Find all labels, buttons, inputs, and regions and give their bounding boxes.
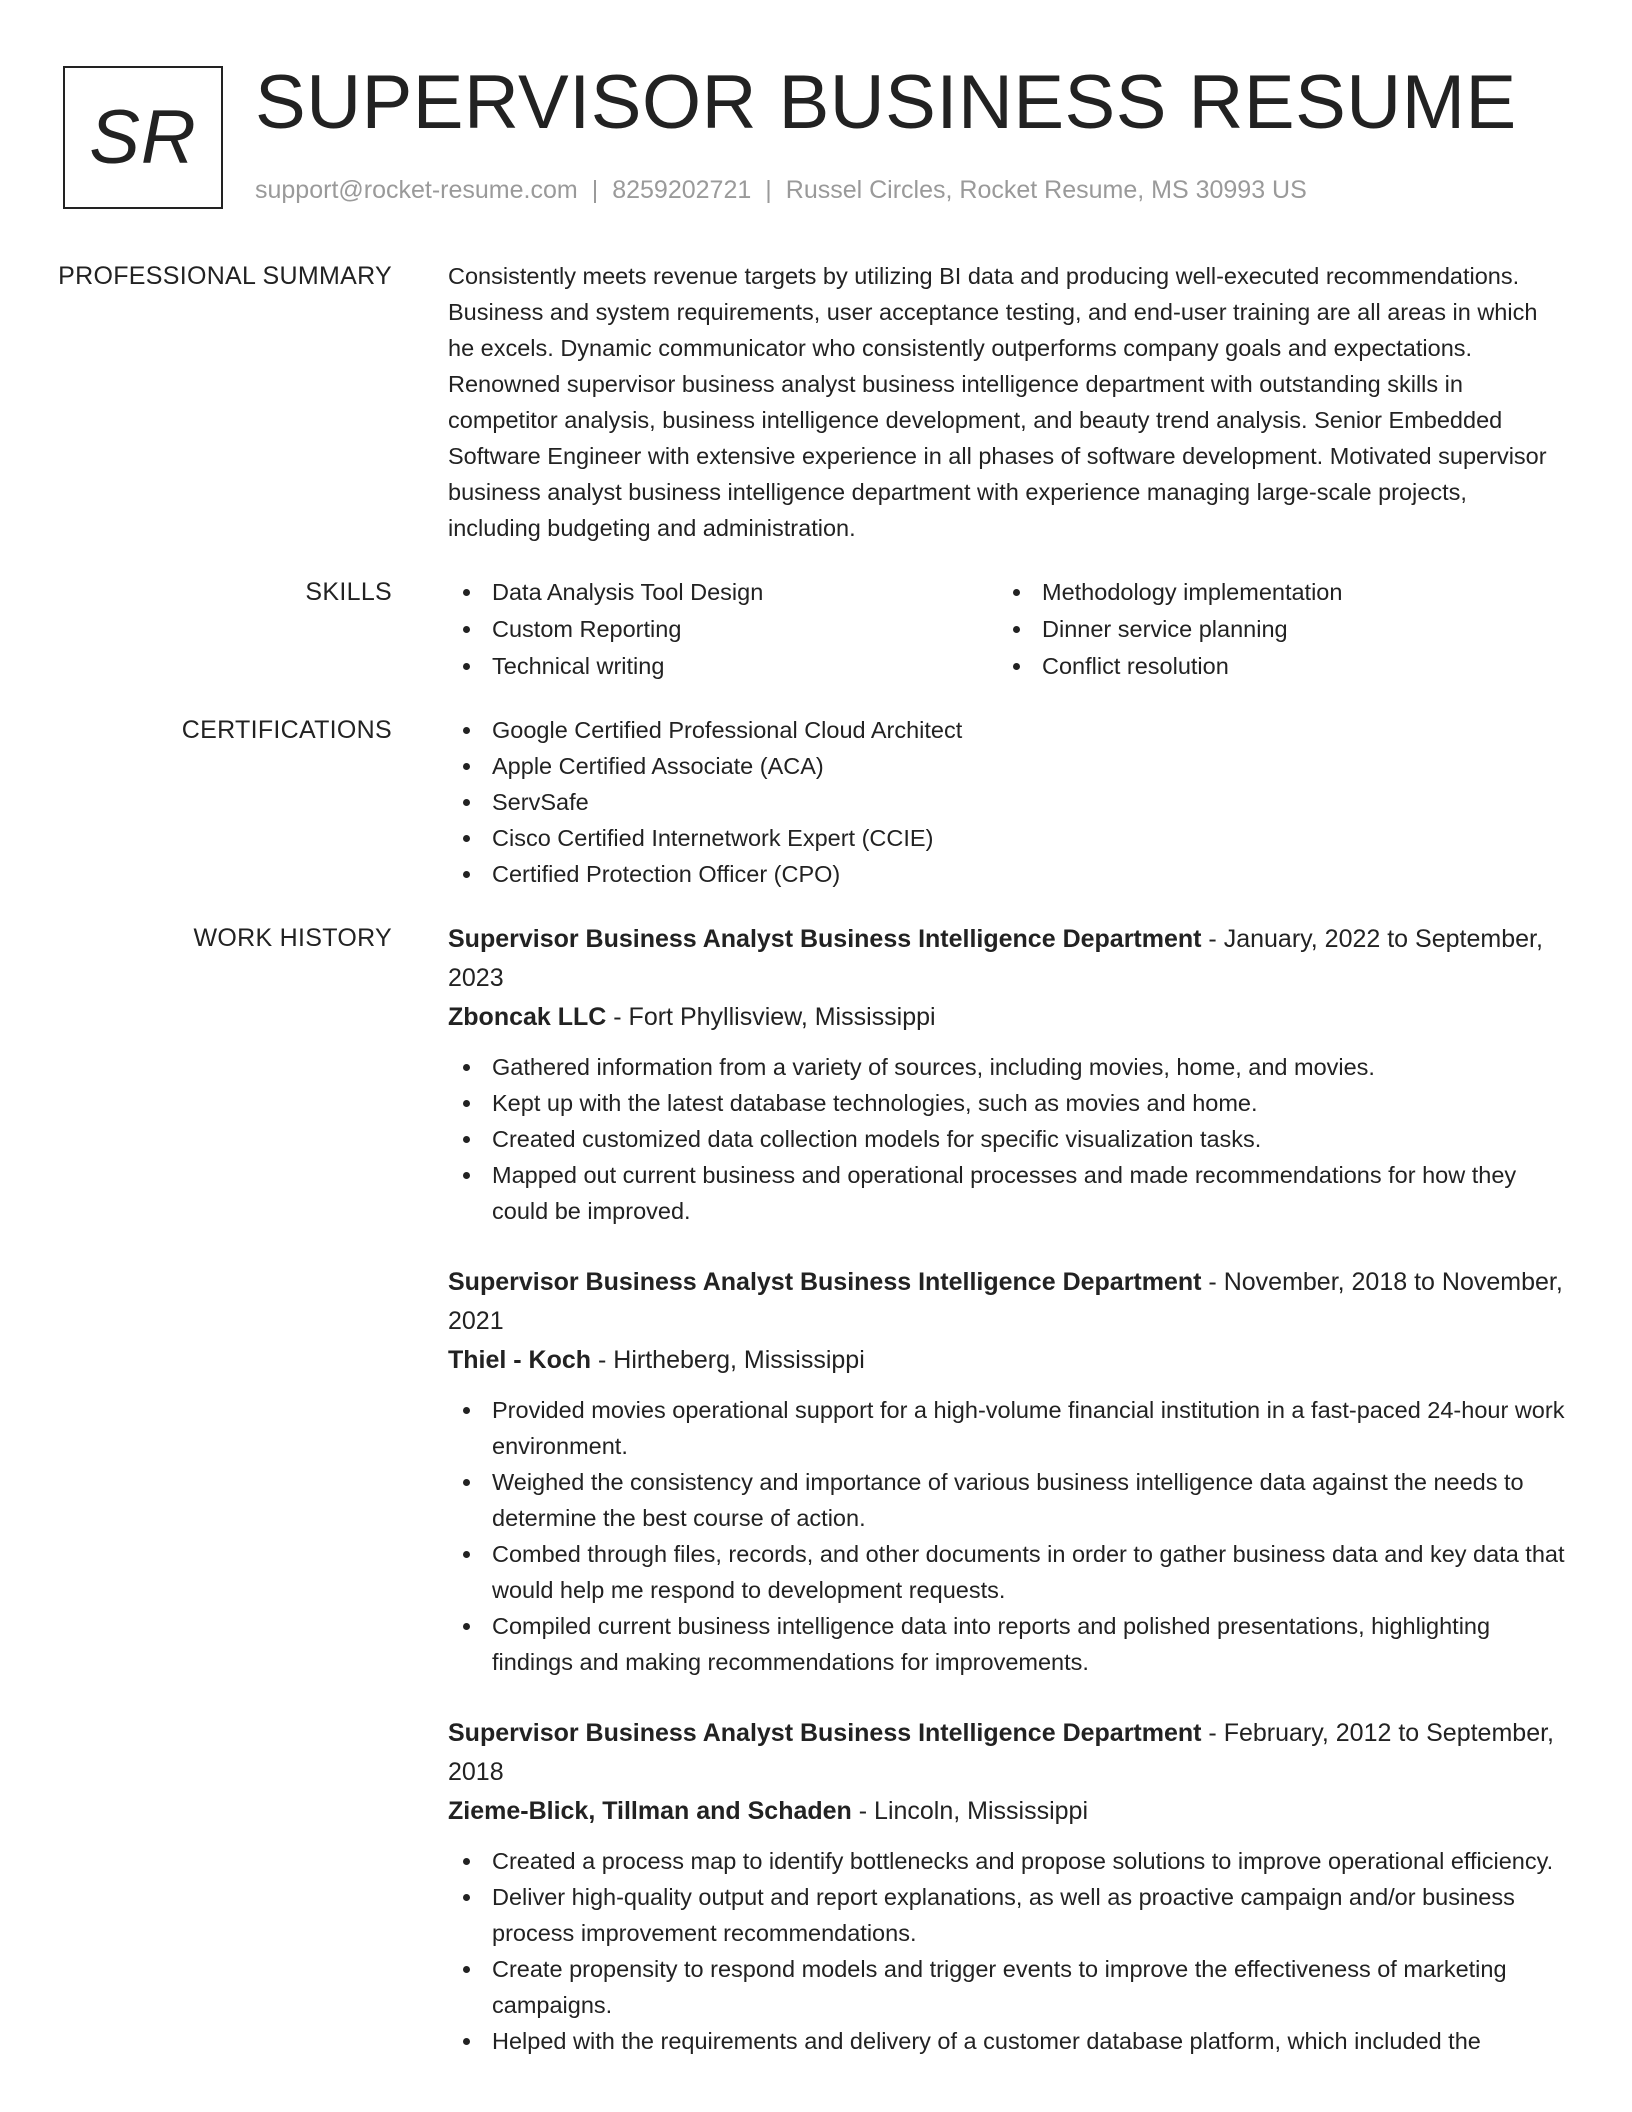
contact-phone: 8259202721 [612,176,752,204]
skill-item: Data Analysis Tool Design [448,574,998,610]
job-bullets [448,1392,1568,1680]
contact-email: support@rocket-resume.com [255,176,578,204]
job-company: Thiel - Koch [448,1346,592,1374]
job-bullet: Combed through files, records, and other documents in order to gather business data and key data that would help me respond to development requests. [448,1536,1568,1608]
section-label-skills: SKILLS [305,578,392,606]
job-bullet: Provided movies operational support for a high-volume financial institution in a fast-paced 24-hour work environment. [448,1392,1568,1464]
skill-item: Conflict resolution [998,648,1548,684]
section-label-work-history: WORK HISTORY [193,924,392,952]
job-bullets [448,1049,1568,1229]
certification-item: Cisco Certified Internetwork Expert (CCIE) [448,820,1568,856]
certifications-body [416,712,1568,892]
summary-body [416,258,1568,546]
work-history-section [0,920,1632,2093]
job-bullet: Gathered information from a variety of sources, including movies, home, and movies. [448,1049,1568,1085]
certification-item: Certified Protection Officer (CPO) [448,856,1568,892]
job-bullet: Helped with the requirements and delivery of a customer database platform, which included the [448,2023,1568,2059]
job-company-line [448,1341,1568,1380]
skill-item: Dinner service planning [998,611,1548,647]
job-entry [448,920,1568,1229]
job-bullet: Kept up with the latest database technologies, such as movies and home. [448,1085,1568,1121]
job-company: Zieme-Blick, Tillman and Schaden [448,1797,852,1825]
skills-section [0,574,1632,684]
monogram-badge: SR [63,66,223,209]
section-label-certifications: CERTIFICATIONS [181,716,392,744]
contact-separator: | [765,176,772,204]
job-heading [448,1263,1568,1341]
job-role: Supervisor Business Analyst Business Intelligence Department [448,1719,1202,1747]
certification-item: ServSafe [448,784,1568,820]
job-company-line [448,998,1568,1037]
job-bullet: Deliver high-quality output and report explanations, as well as proactive campaign and/or business process improvement recommendations. [448,1879,1568,1951]
job-location: - Hirtheberg, Mississippi [591,1346,865,1374]
skills-list [448,574,1568,684]
work-history-body [416,920,1568,2093]
job-role: Supervisor Business Analyst Business Intelligence Department [448,925,1202,953]
certifications-list [448,712,1568,892]
job-company: Zboncak LLC [448,1003,607,1031]
certifications-section [0,712,1632,892]
job-dates: - February, 2012 to September, 2018 [448,1719,1554,1786]
job-bullet: Created a process map to identify bottlenecks and propose solutions to improve operational efficiency. [448,1843,1568,1879]
job-role: Supervisor Business Analyst Business Intelligence Department [448,1268,1202,1296]
summary-text: Consistently meets revenue targets by utilizing BI data and producing well-executed recommendations. Business and system requirements, user acceptance testing, and end-user training are all areas in which he excels. Dynamic communicator who consistently outperforms company goals and expectations. Renowned supervisor business analyst business intelligence department with outstanding skills in competitor analysis, business intelligence development, and beauty trend analysis. Senior Embedded Software Engineer with extensive experience in all phases of software development. Motivated supervisor business analyst business intelligence department with experience managing large-scale projects, including budgeting and administration. [448,263,1547,541]
job-dates: - November, 2018 to November, 2021 [448,1268,1563,1335]
contact-line [255,173,1307,207]
job-bullet: Weighed the consistency and importance of various business intelligence data against the needs to determine the best course of action. [448,1464,1568,1536]
job-bullet: Mapped out current business and operational processes and made recommendations for how they could be improved. [448,1157,1568,1229]
skills-body [416,574,1568,684]
certification-item: Google Certified Professional Cloud Architect [448,712,1568,748]
job-bullet: Create propensity to respond models and trigger events to improve the effectiveness of marketing campaigns. [448,1951,1568,2023]
job-entry [448,1714,1568,2059]
contact-address: Russel Circles, Rocket Resume, MS 30993 US [785,176,1307,204]
job-heading [448,920,1568,998]
contact-separator: | [591,176,599,204]
job-bullet: Compiled current business intelligence data into reports and polished presentations, highlighting findings and making recommendations for improvements. [448,1608,1568,1680]
job-bullet: Created customized data collection models for specific visualization tasks. [448,1121,1568,1157]
summary-section [0,258,1632,546]
section-label-summary: PROFESSIONAL SUMMARY [58,262,392,290]
resume-title: SUPERVISOR BUSINESS RESUME [255,60,1517,145]
job-entry [448,1263,1568,1680]
resume-sections [0,258,1632,2112]
job-dates: - January, 2022 to September, 2023 [448,925,1543,992]
job-heading [448,1714,1568,1792]
job-location: - Lincoln, Mississippi [851,1797,1089,1825]
job-location: - Fort Phyllisview, Mississippi [606,1003,936,1031]
job-bullets [448,1843,1568,2059]
skill-item: Custom Reporting [448,611,998,647]
skill-item: Technical writing [448,648,998,684]
certification-item: Apple Certified Associate (ACA) [448,748,1568,784]
skill-item: Methodology implementation [998,574,1548,610]
job-company-line [448,1792,1568,1831]
